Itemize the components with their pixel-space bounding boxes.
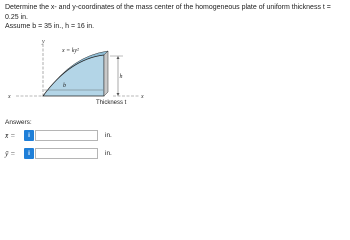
- plate-side: [104, 51, 108, 96]
- answer-row-y: [5, 147, 112, 159]
- x-axis-label-right: x: [141, 94, 144, 100]
- info-icon[interactable]: i: [24, 148, 34, 159]
- thickness-label: Thickness t: [96, 100, 127, 106]
- answers-heading: Answers:: [5, 119, 32, 126]
- y-bar-input[interactable]: [35, 148, 98, 159]
- h-arrow-top: [117, 56, 120, 59]
- answer-row-x: [5, 129, 112, 141]
- x-bar-symbol: x̄ =: [5, 130, 16, 140]
- problem-text: Determine the x- and y-coordinates of the mass center of the homogeneous plate of uniform thickness t = 0.25 in.: [5, 4, 331, 21]
- b-label: b: [63, 83, 66, 89]
- y-bar-symbol: ȳ =: [5, 148, 16, 158]
- x-axis-label-left: x: [8, 94, 11, 100]
- problem-assumptions: Assume b = 35 in., h = 16 in.: [5, 23, 95, 30]
- x-bar-unit: in.: [105, 131, 112, 139]
- x-bar-input[interactable]: [35, 130, 98, 141]
- y-axis-label: y: [42, 39, 45, 45]
- y-bar-unit: in.: [105, 149, 112, 157]
- info-icon[interactable]: i: [24, 130, 34, 141]
- curve-label: x = ky²: [62, 48, 79, 54]
- h-arrow-bottom: [117, 93, 120, 96]
- h-label: h: [119, 74, 123, 80]
